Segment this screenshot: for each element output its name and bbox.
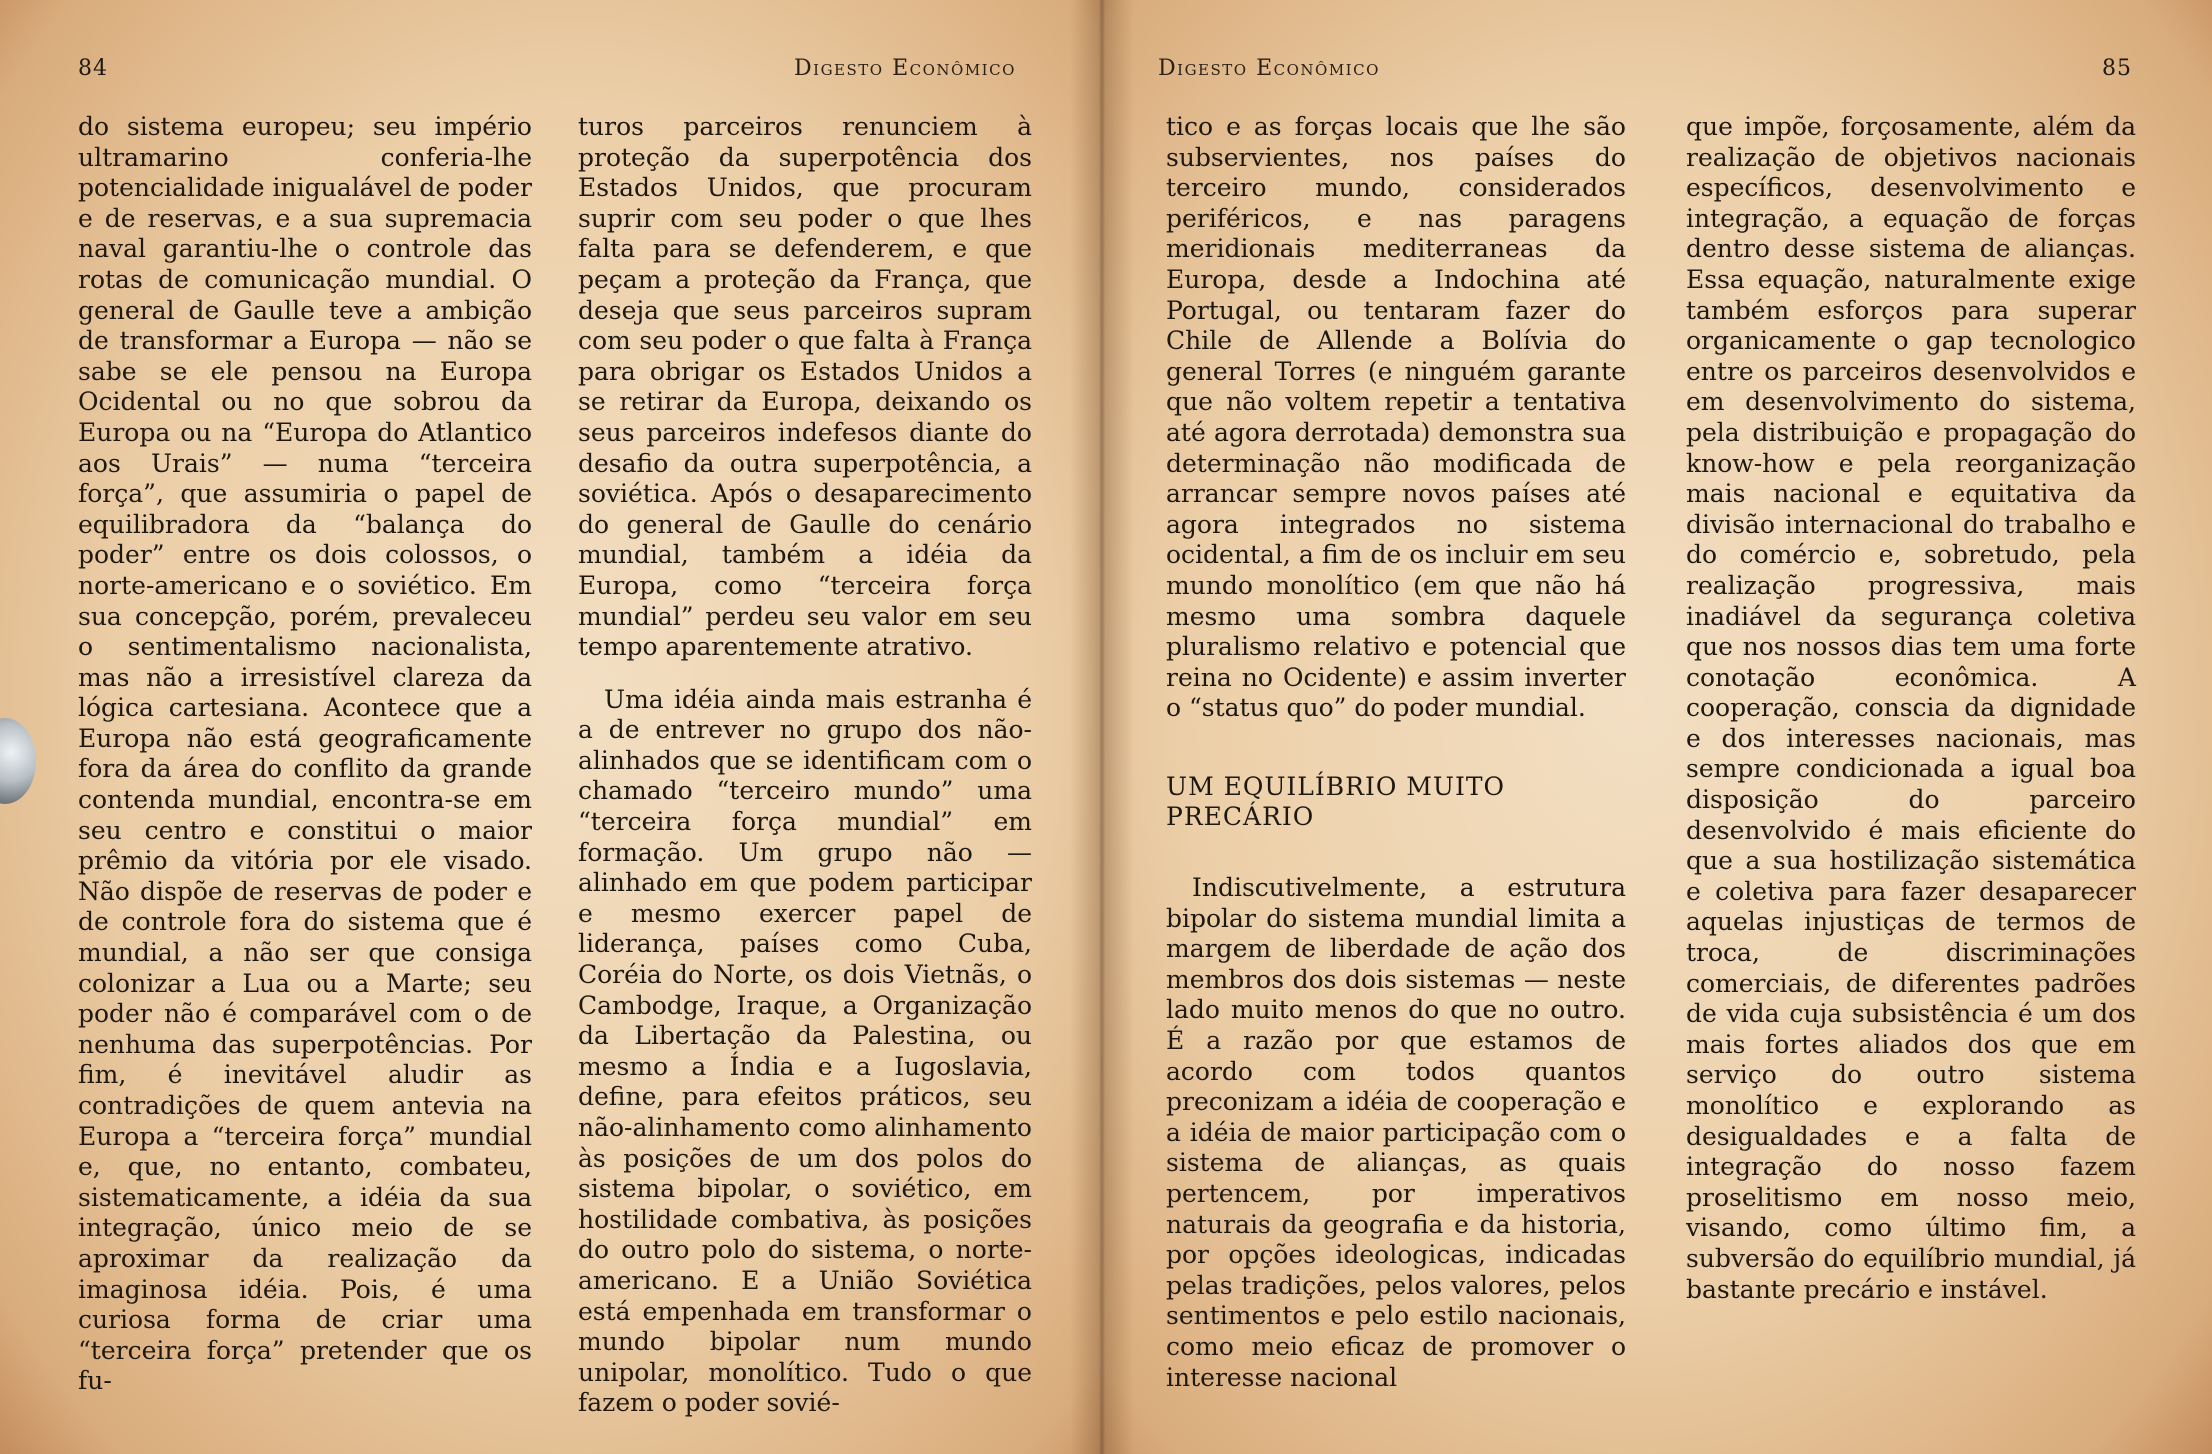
- metal-clip: [0, 718, 36, 804]
- page-number: 84: [78, 56, 108, 81]
- paragraph: que impõe, forçosamente, além da realização de objetivos nacionais específicos, desenvolvimento e integração, a equação de forças dentro desse sistema de alianças. Essa equação, naturalmente exige também esforços para superar organicamente o gap tecnologico entre os parceiros desenvolvidos e em desenvolvimento do sistema, pela distribuição e propagação do know-how e pela reorganização mais nacional e equitativa da divisão internacional do trabalho e do comércio e, sobretudo, pela realização progressiva, mais inadiável da segurança coletiva que nos nossos dias tem uma forte conotação econômica. A cooperação, conscia da dignidade e dos interesses nacionais, mas sempre condicionada a igual boa disposição do parceiro desenvolvido é mais eficiente do que a sua hostilização sistemática e coletiva para fazer desaparecer aquelas injustiças de termos de troca, de discriminações comerciais, de diferentes padrões de vida cuja subsistência é um dos mais fortes aliados dos que em serviço do outro sistema monolítico e explorando as desigualdades e a falta de integração do nosso fazem proselitismo em nosso meio, visando, como último fim, a subversão do equilíbrio mundial, já bastante precário e instável.: [1686, 112, 2136, 1304]
- right-page: [1100, 0, 2212, 1454]
- paragraph: Indiscutivelmente, a estrutura bipolar do sistema mundial limita a margem de liberdade de ação dos membros dos dois sistemas — neste lado muito menos do que no outro. É a razão por que estamos de acordo com todos quantos preconizam a idéia de cooperação e a idéia de maior participação com o sistema de alianças, as quais pertencem, por imperativos naturais da geografia e da historia, por opções ideologicas, indicadas pelas tradições, pelos valores, pelos sentimentos e pelo estilo nacionais, como meio eficaz de promover o interesse nacional: [1166, 873, 1626, 1392]
- section-heading: UM EQUILÍBRIO MUITO PRECÁRIO: [1166, 771, 1506, 832]
- paragraph: Uma idéia ainda mais estranha é a de entrever no grupo dos não-alinhados que se identificam com o chamado “terceiro mundo” uma “terceira força mundial” em formação. Um grupo não — alinhado em que podem participar e mesmo exercer papel de liderança, países como Cuba, Coréia do Norte, os dois Vietnãs, o Cambodge, Iraque, a Organização da Libertação da Palestina, ou mesmo a Índia e a Iugoslavia, define, para efeitos práticos, seu não-alinhamento como alinhamento às posições de um dos polos do sistema bipolar, o soviético, em hostilidade combativa, às posições do outro polo do sistema, o norte-americano. E a União Soviética está empenhada em transformar o mundo bipolar num mundo unipolar, monolítico. Tudo o que fazem o poder sovié-: [578, 684, 1032, 1418]
- text-column-1: [1166, 112, 1626, 1393]
- text-column-1: [78, 112, 532, 1397]
- running-head: Digesto Econômico: [1158, 56, 1380, 81]
- left-page: [0, 0, 1100, 1454]
- text-column-2: [578, 112, 1032, 1419]
- running-head: Digesto Econômico: [794, 56, 1016, 81]
- page-number: 85: [2102, 56, 2132, 81]
- paragraph: tico e as forças locais que lhe são subservientes, nos países do terceiro mundo, considerados periféricos, e nas paragens meridionais mediterraneas da Europa, desde a Indochina até Portugal, ou tentaram fazer do Chile de Allende a Bolívia do general Torres (e ninguém garante que não voltem repetir a tentativa até agora derrotada) demonstra sua determinação não modificada de arrancar sempre novos países até agora integrados no sistema ocidental, a fim de os incluir em seu mundo monolítico (em que não há mesmo uma sombra daquele pluralismo relativo e potencial que reina no Ocidente) e assim inverter o “status quo” do poder mundial.: [1166, 112, 1626, 723]
- book-gutter: [1070, 0, 1134, 1454]
- paragraph: do sistema europeu; seu império ultramarino conferia-lhe potencialidade inigualável de poder e de reservas, e a sua supremacia naval garantiu-lhe o controle das rotas de comunicação mundial. O general de Gaulle teve a ambição de transformar a Europa — não se sabe se ele pensou na Europa Ocidental ou no que sobrou da Europa ou na “Europa do Atlantico aos Urais” — numa “terceira força”, que assumiria o papel de equilibradora da “balança do poder” entre os dois colossos, o norte-americano e o soviético. Em sua concepção, porém, prevaleceu o sentimentalismo nacionalista, mas não a irresistível clareza da lógica cartesiana. Acontece que a Europa não está geograficamente fora da área do conflito da grande contenda mundial, encontra-se em seu centro e constitui o maior prêmio da vitória por ele visado. Não dispõe de reservas de poder e de controle fora do sistema que é mundial, a não ser que consiga colonizar a Lua ou a Marte; seu poder não é comparável com o de nenhuma das superpotências. Por fim, é inevitável aludir as contradições de quem antevia na Europa a “terceira força” mundial e, que, no entanto, combateu, sistematicamente, a idéia da sua integração, único meio de se aproximar da realização da imaginosa idéia. Pois, é uma curiosa forma de criar uma “terceira força” pretender que os fu-: [78, 112, 532, 1396]
- text-column-2: [1686, 112, 2136, 1305]
- paragraph: turos parceiros renunciem à proteção da superpotência dos Estados Unidos, que procuram suprir com seu poder o que lhes falta para se defenderem, e que peçam a proteção da França, que deseja que seus parceiros supram com seu poder o que falta à França para obrigar os Estados Unidos a se retirar da Europa, deixando os seus parceiros indefesos diante do desafio da outra superpotência, a soviética. Após o desaparecimento do general de Gaulle do cenário mundial, também a idéia da Europa, como “terceira força mundial” perdeu seu valor em seu tempo aparentemente atrativo.: [578, 112, 1032, 662]
